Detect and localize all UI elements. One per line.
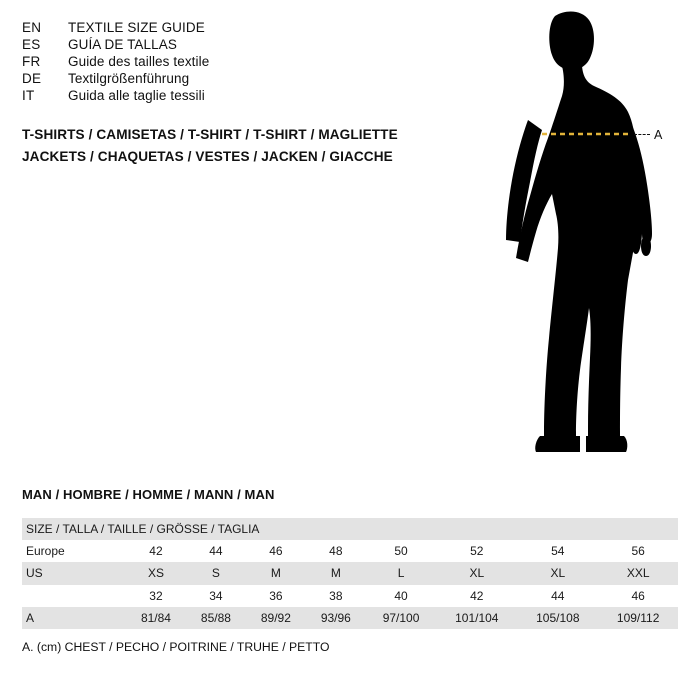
category-jackets: JACKETS / CHAQUETAS / VESTES / JACKEN / GIACCHE bbox=[22, 149, 393, 164]
gender-section-header: MAN / HOMBRE / HOMME / MANN / MAN bbox=[22, 487, 275, 502]
language-row bbox=[22, 88, 462, 103]
cell: 50 bbox=[366, 540, 436, 562]
cell: 40 bbox=[366, 585, 436, 607]
language-title: GUÍA DE TALLAS bbox=[68, 37, 177, 52]
cell: 54 bbox=[517, 540, 598, 562]
category-tshirts: T-SHIRTS / CAMISETAS / T-SHIRT / T-SHIRT / MAGLIETTE bbox=[22, 127, 398, 142]
table-header-row bbox=[22, 518, 678, 540]
silhouette-svg bbox=[470, 8, 700, 478]
cell: 85/88 bbox=[186, 607, 246, 629]
language-title: TEXTILE SIZE GUIDE bbox=[68, 20, 205, 35]
language-code: IT bbox=[22, 88, 35, 103]
row-label: A bbox=[22, 607, 126, 629]
language-title: Guide des tailles textile bbox=[68, 54, 210, 69]
cell: XXL bbox=[598, 562, 678, 584]
cell: 44 bbox=[517, 585, 598, 607]
cell: 93/96 bbox=[306, 607, 366, 629]
footnote-chest-measure: A. (cm) CHEST / PECHO / POITRINE / TRUHE / PETTO bbox=[22, 640, 330, 654]
cell: 42 bbox=[436, 585, 517, 607]
cell: XL bbox=[436, 562, 517, 584]
cell: 52 bbox=[436, 540, 517, 562]
category-block bbox=[22, 127, 492, 171]
cell: M bbox=[246, 562, 306, 584]
cell: 36 bbox=[246, 585, 306, 607]
table-header-label: SIZE / TALLA / TAILLE / GRÖSSE / TAGLIA bbox=[22, 518, 678, 540]
language-row bbox=[22, 54, 462, 69]
cell: 89/92 bbox=[246, 607, 306, 629]
language-code: DE bbox=[22, 71, 42, 86]
language-row bbox=[22, 20, 462, 35]
table-row bbox=[22, 607, 678, 629]
cell: 32 bbox=[126, 585, 186, 607]
cell: 44 bbox=[186, 540, 246, 562]
cell: 97/100 bbox=[366, 607, 436, 629]
row-label: US bbox=[22, 562, 126, 584]
cell: 81/84 bbox=[126, 607, 186, 629]
language-code: FR bbox=[22, 54, 41, 69]
language-code: EN bbox=[22, 20, 42, 35]
cell: 34 bbox=[186, 585, 246, 607]
language-title: Textilgrößenführung bbox=[68, 71, 190, 86]
language-row bbox=[22, 71, 462, 86]
cell: 42 bbox=[126, 540, 186, 562]
man-silhouette-illustration bbox=[470, 8, 700, 478]
row-label: Europe bbox=[22, 540, 126, 562]
cell: 105/108 bbox=[517, 607, 598, 629]
row-label bbox=[22, 585, 126, 607]
cell: 46 bbox=[246, 540, 306, 562]
cell: XS bbox=[126, 562, 186, 584]
cell: 56 bbox=[598, 540, 678, 562]
cell: 101/104 bbox=[436, 607, 517, 629]
cell: 109/112 bbox=[598, 607, 678, 629]
language-code: ES bbox=[22, 37, 41, 52]
language-row bbox=[22, 37, 462, 52]
cell: M bbox=[306, 562, 366, 584]
table-row bbox=[22, 540, 678, 562]
cell: 48 bbox=[306, 540, 366, 562]
cell: 38 bbox=[306, 585, 366, 607]
language-title: Guida alle taglie tessili bbox=[68, 88, 205, 103]
cell: L bbox=[366, 562, 436, 584]
size-table bbox=[22, 518, 678, 629]
cell: S bbox=[186, 562, 246, 584]
table-row bbox=[22, 585, 678, 607]
language-title-block bbox=[22, 20, 462, 105]
measure-leader-line bbox=[634, 134, 650, 135]
cell: 46 bbox=[598, 585, 678, 607]
table-row bbox=[22, 562, 678, 584]
measure-label-a: A bbox=[654, 128, 663, 142]
cell: XL bbox=[517, 562, 598, 584]
